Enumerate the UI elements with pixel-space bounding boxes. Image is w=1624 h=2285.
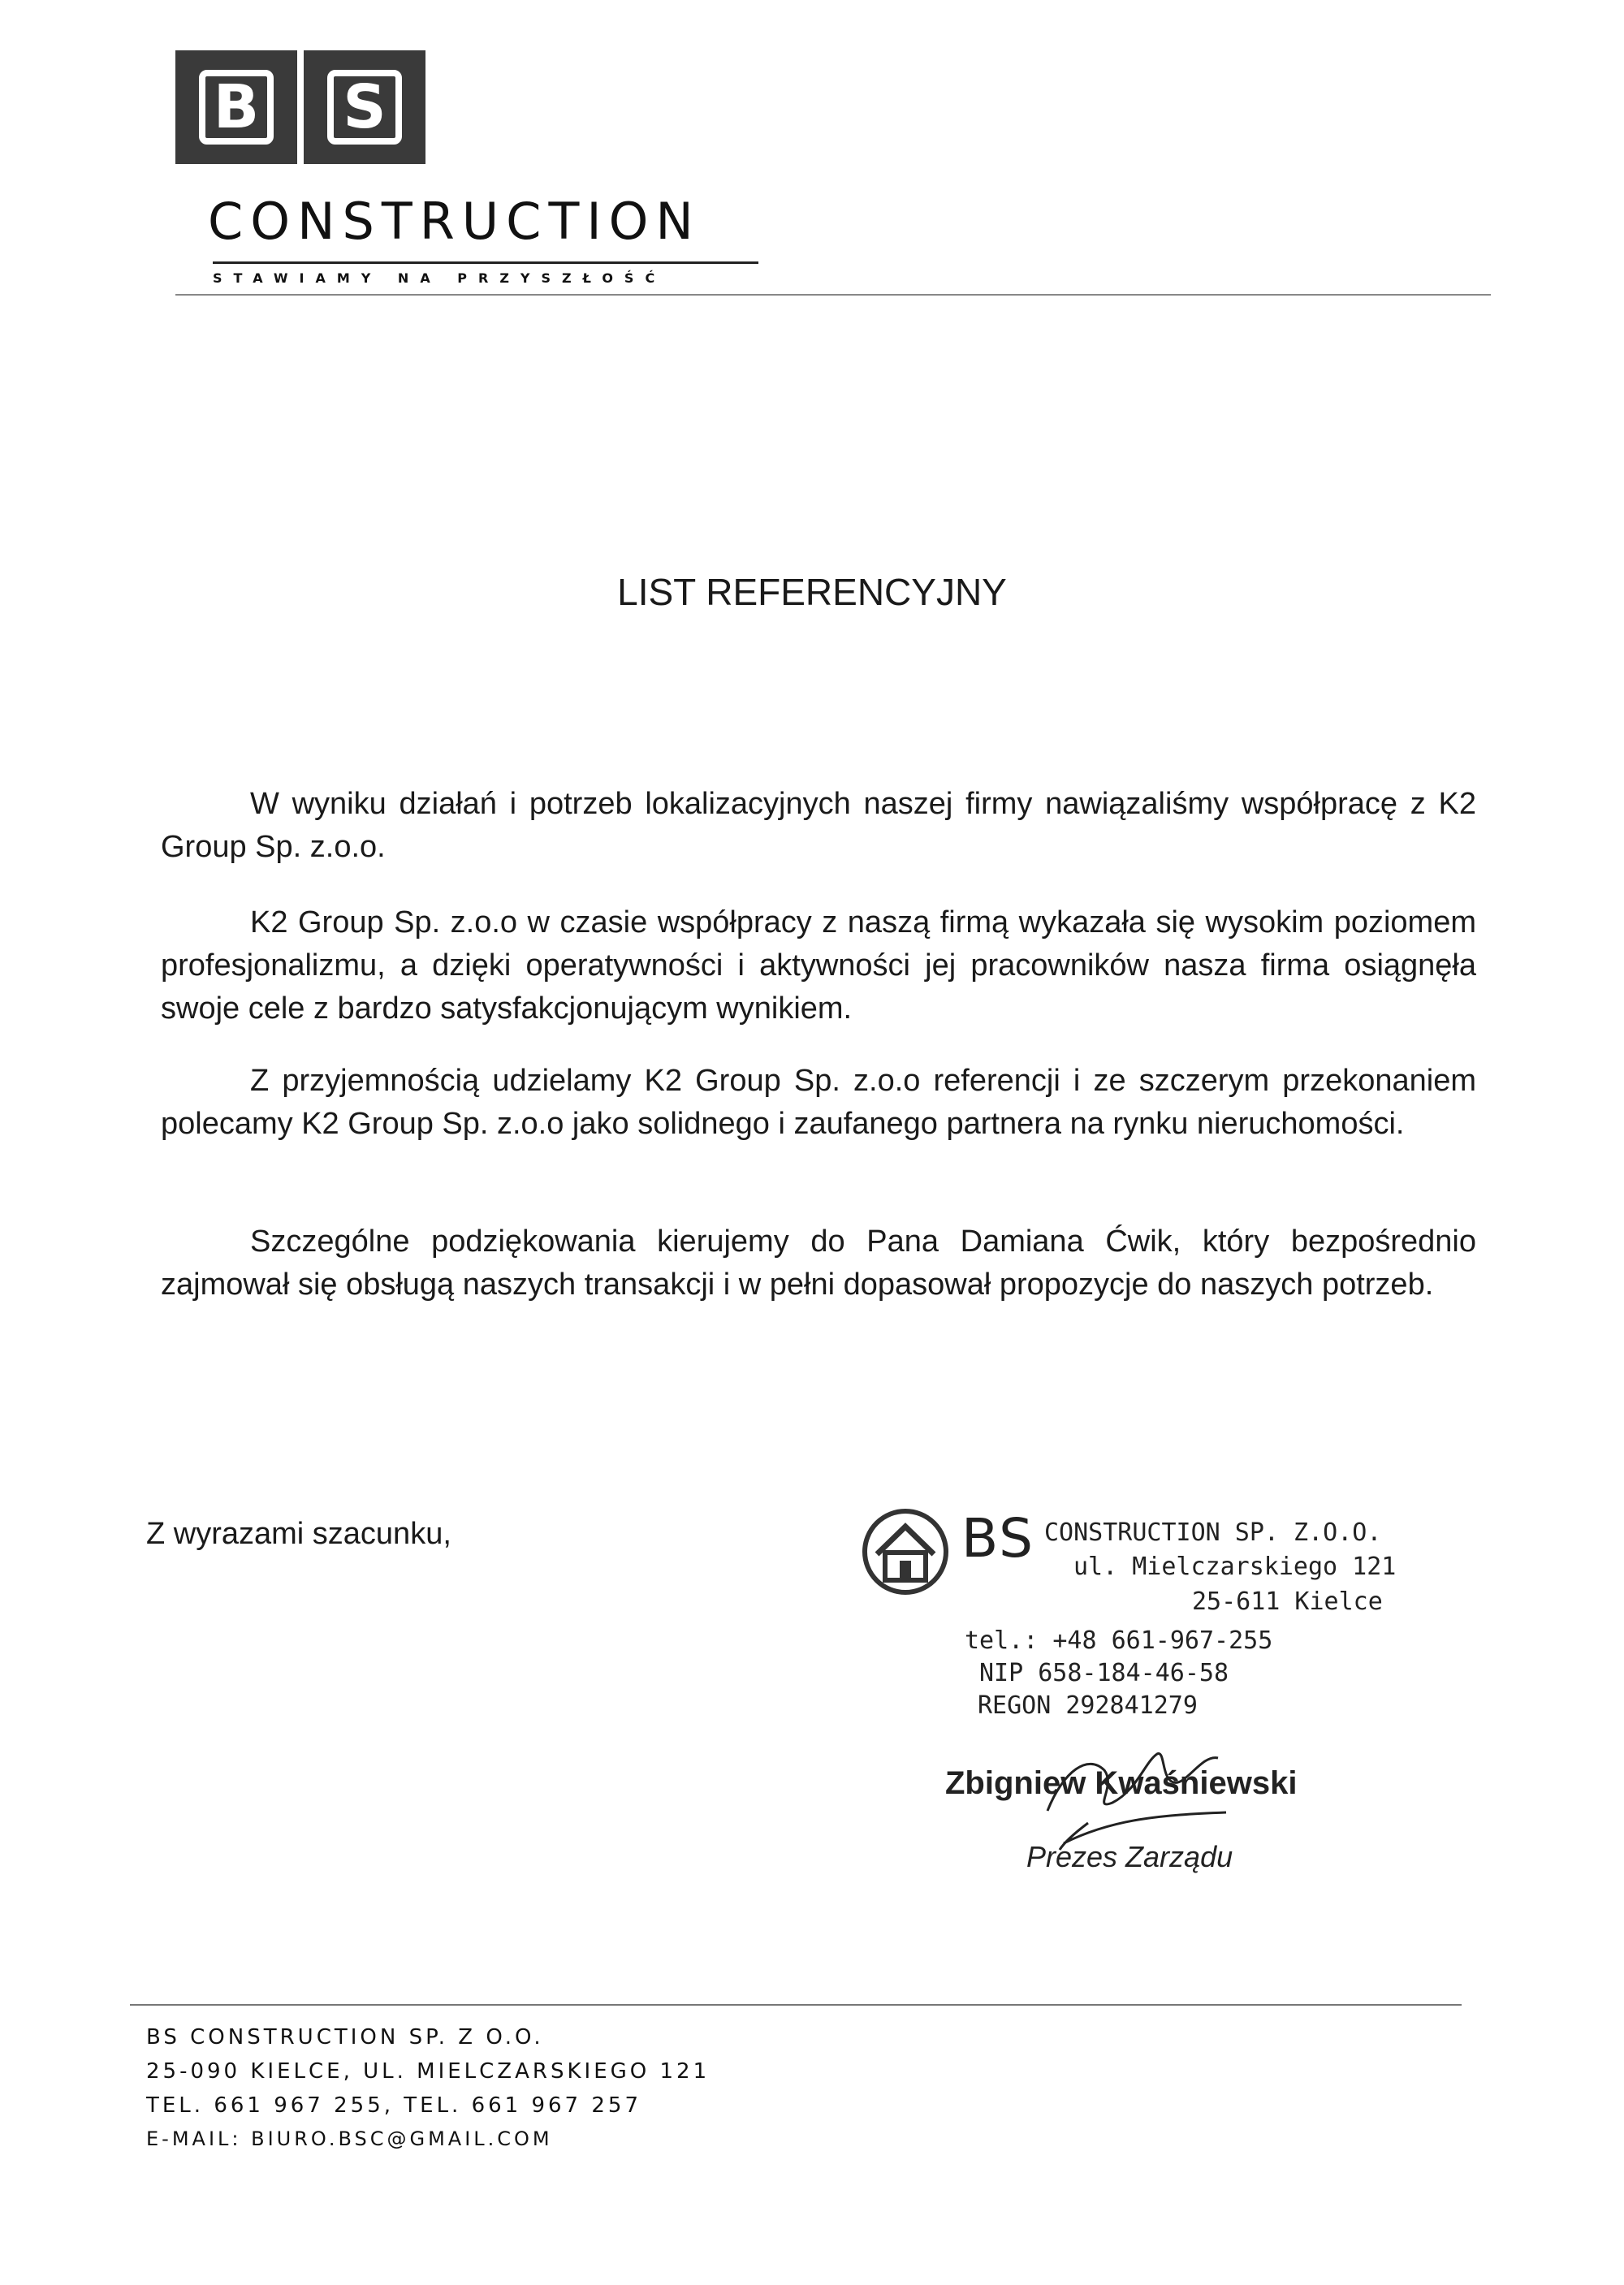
signatory-role: Prezes Zarządu — [1026, 1840, 1233, 1873]
logo-block-s — [304, 50, 425, 164]
company-wordmark: CONSTRUCTION — [208, 192, 701, 251]
paragraph-1: W wyniku działań i potrzeb lokalizacyjnych naszej firmy nawiązaliśmy współpracę z K2 Group Sp. z.o.o. — [161, 787, 1476, 864]
footer-company: BS CONSTRUCTION SP. Z O.O. — [146, 2025, 544, 2050]
stamp-phone: tel.: +48 661-967-255 — [965, 1626, 1273, 1655]
logo-letter-b: B — [199, 70, 274, 145]
stamp-regon: REGON 292841279 — [978, 1691, 1198, 1720]
company-tagline: STAWIAMY NA PRZYSZŁOŚĆ — [213, 270, 667, 286]
paragraph-4: Szczególne podziękowania kierujemy do Pana Damiana Ćwik, który bezpośrednio zajmował się obsługą naszych transakcji i w pełni dopasował propozycje do naszych potrzeb. — [161, 1225, 1476, 1302]
footer-phones: TEL. 661 967 255, TEL. 661 967 257 — [146, 2093, 641, 2118]
stamp-city: 25-611 Kielce — [1192, 1587, 1383, 1616]
paragraph-3: Z przyjemnością udzielamy K2 Group Sp. z.o.o referencji i ze szczerym przekonaniem polecamy K2 Group Sp. z.o.o jako solidnego i zaufanego partnera na rynku nieruchomości. — [161, 1064, 1476, 1141]
closing-salutation: Z wyrazami szacunku, — [146, 1517, 451, 1551]
logo-letter-s: S — [327, 70, 402, 145]
footer-address: 25-090 KIELCE, UL. MIELCZARSKIEGO 121 — [146, 2059, 710, 2084]
handwritten-signature — [1015, 1721, 1259, 1851]
header-divider — [213, 261, 758, 264]
footer-divider — [130, 2004, 1462, 2006]
header-long-divider — [175, 294, 1491, 296]
house-logo-icon — [861, 1507, 950, 1596]
stamp-nip: NIP 658-184-46-58 — [979, 1659, 1229, 1687]
stamp-bs-mark: BS — [961, 1507, 1035, 1570]
company-logo — [175, 50, 425, 164]
paragraph-2: K2 Group Sp. z.o.o w czasie współpracy z naszą firmą wykazała się wysokim poziomem profesjonalizmu, a dzięki operatywności i aktywności jej pracowników nasza firma osiągnęła swoje cele z bardzo satysfakcjonującym wynikiem. — [161, 905, 1476, 1026]
logo-block-b — [175, 50, 297, 164]
stamp-company: CONSTRUCTION SP. Z.O.O. — [1044, 1518, 1382, 1547]
footer-email: E-MAIL: BIURO.BSC@GMAIL.COM — [146, 2127, 553, 2150]
stamp-street: ul. Mielczarskiego 121 — [1073, 1553, 1397, 1581]
signatory-name: Zbigniew Kwaśniewski — [945, 1765, 1298, 1801]
document-title: LIST REFERENCYJNY — [617, 571, 1007, 613]
